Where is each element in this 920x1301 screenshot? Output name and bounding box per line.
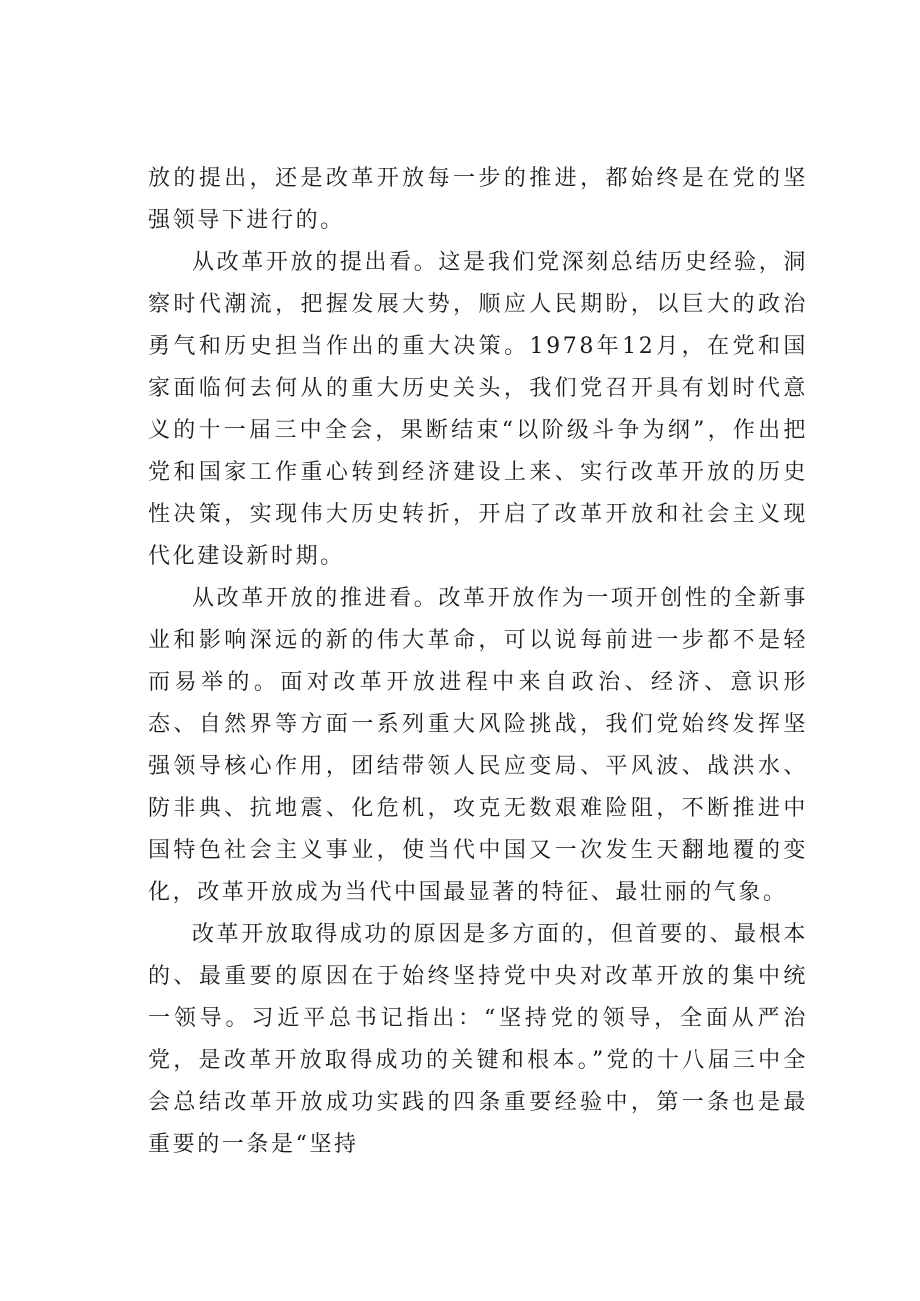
paragraph-continued: 放的提出，还是改革开放每一步的推进，都始终是在党的坚强领导下进行的。 <box>148 166 808 233</box>
paragraph-reform-progress: 从改革开放的推进看。改革开放作为一项开创性的全新事业和影响深远的新的伟大革命，可以说每前进一步都不是轻而易举的。面对改革开放进程中来自政治、经济、意识形态、自然界等方面一系列重大风险挑战，我们党始终发挥坚强领导核心作用，团结带领人民应变局、平风波、战洪水、防非典、抗地震、化危机，攻克无数艰难险阻，不断推进中国特色社会主义事业，使当代中国又一次发生天翻地覆的变化，改革开放成为当代中国最显著的特征、最壮丽的气象。 <box>148 586 808 905</box>
paragraph-reform-proposal: 从改革开放的提出看。这是我们党深刻总结历史经验，洞察时代潮流，把握发展大势，顺应人民期盼，以巨大的政治勇气和历史担当作出的重大决策。1978年12月，在党和国家面临何去何从的重大历史关头，我们党召开具有划时代意义的十一届三中全会，果断结束“以阶级斗争为纲”，作出把党和国家工作重心转到经济建设上来、实行改革开放的历史性决策，实现伟大历史转折，开启了改革开放和社会主义现代化建设新时期。 <box>148 250 808 569</box>
document-body <box>148 158 808 1166</box>
paragraph-reform-success: 改革开放取得成功的原因是多方面的，但首要的、最根本的、最重要的原因在于始终坚持党中央对改革开放的集中统一领导。习近平总书记指出：“坚持党的领导，全面从严治党，是改革开放取得成功的关键和根本。”党的十八届三中全会总结改革开放成功实践的四条重要经验中，第一条也是最重要的一条是“坚持 <box>148 922 808 1157</box>
